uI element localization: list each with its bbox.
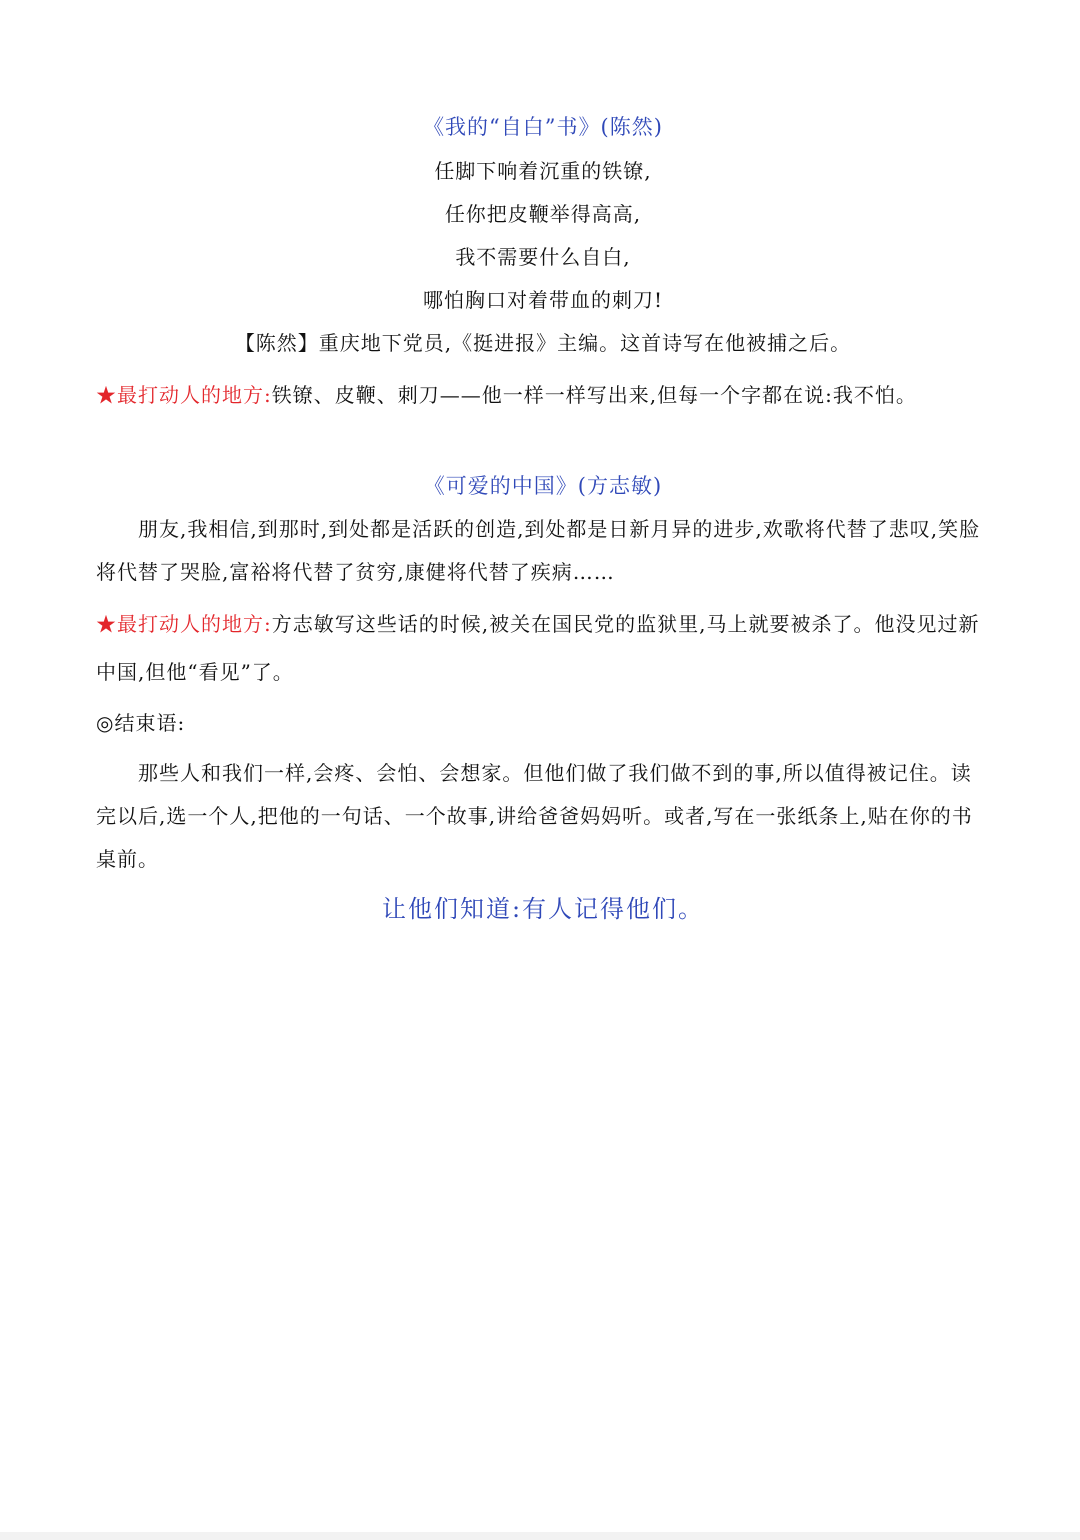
essay-quote-text: 朋友,我相信,到那时,到处都是活跃的创造,到处都是日新月异的进步,欢歌将代替了悲叹,笑脸将代替了哭脸,富裕将代替了贫穷,康健将代替了疾病…… <box>96 517 981 584</box>
essay-title: 《可爱的中国》(方志敏) <box>423 474 663 498</box>
poem-body <box>96 150 990 322</box>
poem-title: 《我的“自白”书》(陈然) <box>423 115 663 139</box>
page-bottom-edge <box>0 1532 1080 1540</box>
author-note-text: 【陈然】重庆地下党员,《挺进报》主编。这首诗写在他被捕之后。 <box>234 331 852 355</box>
poem-line: 哪怕胸口对着带血的刺刀! <box>422 288 664 312</box>
highlight-label: ★最打动人的地方: <box>96 383 272 407</box>
closing-section <box>96 708 990 738</box>
closing-heading: ◎结束语: <box>96 711 186 735</box>
essay-quote <box>96 508 990 594</box>
section-lovely-china <box>96 471 990 501</box>
poem-line: 我不需要什么自白, <box>455 245 631 269</box>
poem-line: 任你把皮鞭举得高高, <box>444 202 642 226</box>
highlight-body: 方志敏写这些话的时候,被关在国民党的监狱里,马上就要被杀了。他没见过新中国,但他“看见”了。 <box>96 612 980 684</box>
closing-body <box>96 752 990 881</box>
closing-paragraph: 那些人和我们一样,会疼、会怕、会想家。但他们做了我们做不到的事,所以值得被记住。读完以后,选一个人,把他的一句话、一个故事,讲给爸爸妈妈听。或者,写在一张纸条上,贴在你的书桌前。 <box>96 761 973 871</box>
highlight-comment <box>96 371 990 419</box>
section-poem-chenran <box>96 112 990 142</box>
highlight-comment-text <box>96 371 990 419</box>
final-line: 让他们知道:有人记得他们。 <box>381 895 705 923</box>
highlight-label: ★最打动人的地方: <box>96 612 272 636</box>
final-message <box>96 891 990 927</box>
highlight-comment-text <box>96 600 990 696</box>
highlight-body: 铁镣、皮鞭、刺刀——他一样一样写出来,但每一个字都在说:我不怕。 <box>271 383 917 407</box>
highlight-comment <box>96 600 990 696</box>
author-note <box>96 328 990 358</box>
poem-line: 任脚下响着沉重的铁镣, <box>434 159 652 183</box>
